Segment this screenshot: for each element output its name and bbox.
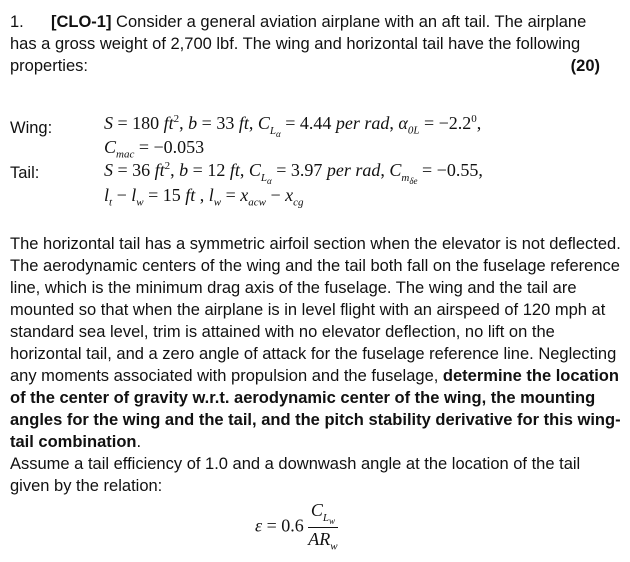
description-end: . [136,433,142,451]
problem-description [10,233,625,497]
wing-label: Wing: [10,119,53,137]
downwash-equation: ε = 0.6 $\frac{C_{L_w}}{AR_w}$ [255,500,338,553]
tail-label: Tail: [10,164,40,182]
wing-line-1: S = 180 $ft^2$, b = 33 ft, $C_{L_\alpha} = 4.44$ per rad, $\alpha_{0L} = -2.2^0$, [104,113,482,139]
assume-line-1: Assume a tail efficiency of 1.0 and a downwash angle at the location of the tail [10,455,581,473]
problem-intro-1: Consider a general aviation airplane with an aft tail. The airplane [116,13,587,31]
problem-intro-2: has a gross weight of 2,700 lbf. The wing and horizontal tail have the following [10,35,581,53]
assume-line-2: given by the relation: [10,477,163,495]
description-bold: determine the location of the center of gravity w.r.t. aerodynamic center of the wing, the mounting angles for the wing and the tail, and the pitch stability derivative for this wing-tail combination [10,367,621,451]
problem-number: 1. [10,13,24,31]
problem-header [10,11,586,33]
marks: (20) [570,57,600,75]
description-paragraph [10,233,625,453]
clo-tag: [CLO-1] [50,13,112,31]
tail-line-1: S = 36 $ft^2$, b = 12 ft, $C_{L_\alpha} = 3.97$ per rad, $C_{m_{\delta e}} = -0.55$, [104,160,483,186]
problem-intro-3: properties: [10,57,88,75]
tail-line-2: $l_t - l_w = 15$ ft , $l_w = x_{acw} - x_{cg}$ [104,185,304,209]
description-plain: The horizontal tail has a symmetric airfoil section when the elevator is not deflected. The aerodynamic centers of the wing and the tail both fall on the fuselage reference line, which is the minimum drag axis of the fuselage. The wing and the tail are mounted so that when the airplane is in level flight with an airspeed of 120 mph at standard sea level, trim is attained with no elevator deflection, no lift on the horizontal tail, and a zero angle of attack for the fuselage reference line. Neglecting any moments associated with propulsion and the fuselage, [10,235,621,385]
wing-line-2: $C_{mac} = -0.053$ [104,137,205,161]
